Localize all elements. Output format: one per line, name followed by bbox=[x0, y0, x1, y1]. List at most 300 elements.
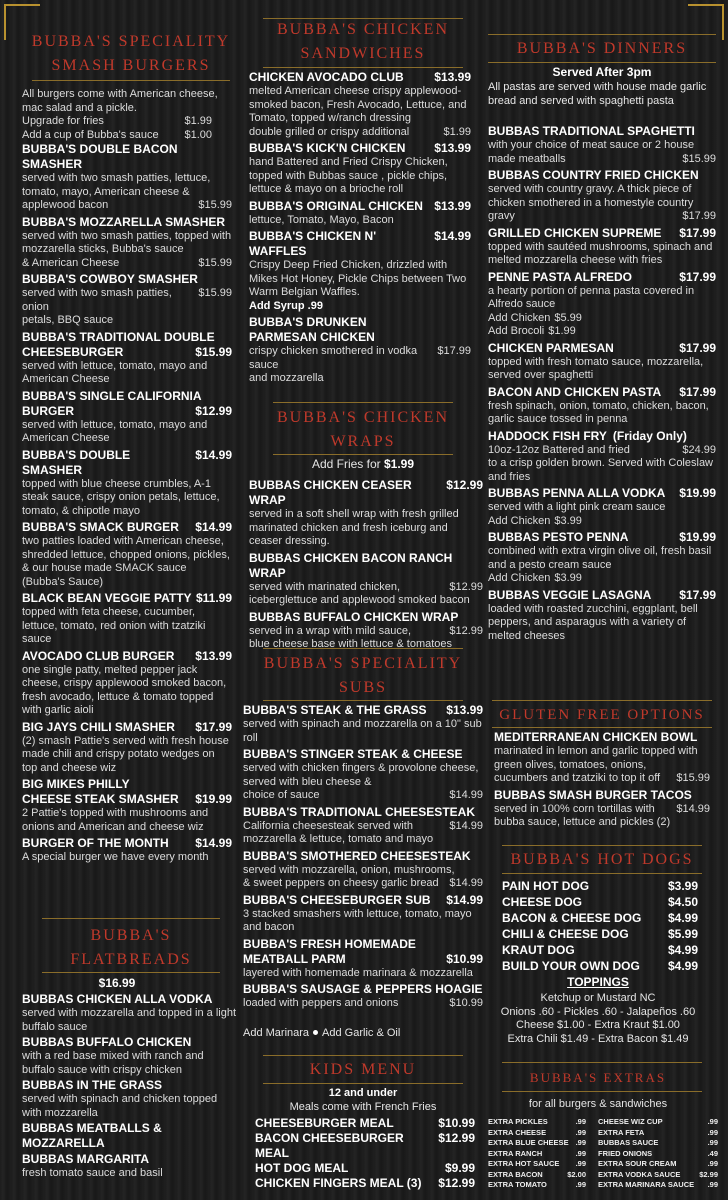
divider bbox=[42, 972, 220, 973]
item-name-text: CHICKEN PARMESAN bbox=[488, 340, 614, 355]
menu-item bbox=[22, 1152, 237, 1181]
item-name bbox=[488, 341, 716, 356]
kids-note: Meals come with French Fries bbox=[289, 1101, 437, 1113]
item-name bbox=[22, 836, 232, 851]
wraps-title bbox=[243, 406, 483, 454]
item-desc bbox=[488, 501, 716, 515]
item-name-text: BUBBAS COUNTRY FRIED CHICKEN bbox=[488, 168, 699, 182]
item-name bbox=[22, 448, 232, 478]
wraps-add-fries-price: $1.99 bbox=[384, 457, 415, 471]
item-desc bbox=[243, 877, 483, 891]
extras-left-list bbox=[488, 1117, 586, 1191]
menu-item bbox=[22, 215, 232, 271]
kids-title: KIDS MENU bbox=[309, 1061, 417, 1078]
item-name-note: (Friday Only) bbox=[612, 428, 687, 443]
item-name-text: BUBBA'S SMOTHERED CHEESESTEAK bbox=[243, 848, 471, 863]
item-name-text: BUBBAS SMASH BURGER TACOS bbox=[494, 787, 692, 802]
item-name bbox=[249, 199, 471, 214]
item-desc-text: choice of sauce bbox=[243, 789, 320, 801]
item-desc-text: marinated in lemon and garlic topped with green olives, tomatoes, onions, bbox=[494, 745, 698, 771]
item-desc-text: fresh spinach, onion, tomato, chicken, bacon, garlic sauce tossed in penna bbox=[488, 399, 709, 425]
kids-item bbox=[255, 1161, 475, 1176]
subs-list bbox=[243, 703, 483, 1013]
item-desc bbox=[22, 360, 232, 387]
item-extra bbox=[488, 515, 716, 529]
kids-item-price: $10.99 bbox=[438, 1116, 475, 1130]
item-desc-price: $14.99 bbox=[676, 802, 710, 815]
divider bbox=[502, 1091, 702, 1092]
item-name bbox=[249, 70, 471, 85]
item-desc-text: & sweet peppers on cheesy garlic bread bbox=[243, 877, 439, 889]
item-desc bbox=[22, 735, 232, 776]
item-desc-text: (2) smash Pattie's served with fresh house made chili and crispy potato wedges on top and cheese wiz bbox=[22, 734, 229, 774]
item-desc-text: combined with extra virgin olive oil, fresh basil and a pesto cream sauce bbox=[488, 545, 712, 571]
extras-item-price: .99 bbox=[575, 1127, 586, 1137]
menu-item bbox=[22, 591, 232, 647]
item-name-text: BUBBA'S SAUSAGE & PEPPERS HOAGIE bbox=[243, 982, 483, 996]
item-desc bbox=[22, 1167, 237, 1181]
hotdog-item-price: $4.50 bbox=[667, 895, 698, 909]
item-name-price: $10.99 bbox=[446, 951, 483, 966]
item-name-price: $19.99 bbox=[679, 486, 716, 500]
item-name bbox=[22, 649, 232, 664]
item-desc-text: crispy chicken smothered in vodka sauce bbox=[249, 345, 418, 371]
item-desc-text: applewood bacon bbox=[22, 199, 109, 211]
flatbreads-price: $16.99 bbox=[98, 976, 136, 990]
item-extra-price: $5.99 bbox=[554, 311, 582, 324]
item-desc bbox=[494, 816, 710, 830]
hotdog-item-text: BUILD YOUR OWN DOG bbox=[502, 959, 640, 973]
item-name bbox=[494, 788, 710, 803]
item-name-text: BUBBA'S FRESH HOMEMADE bbox=[243, 936, 416, 951]
flatbreads-title-line2: FLATBREADS bbox=[70, 951, 192, 968]
item-desc bbox=[22, 807, 232, 834]
extras-item-price: .99 bbox=[575, 1180, 586, 1189]
extras-item-price: .99 bbox=[707, 1127, 718, 1137]
menu-item bbox=[22, 330, 232, 387]
item-desc bbox=[488, 139, 716, 153]
menu-item bbox=[488, 486, 716, 528]
item-name-text: BUBBA'S DOUBLE BACON SMASHER bbox=[22, 142, 178, 171]
item-name bbox=[22, 1078, 237, 1093]
item-name bbox=[22, 792, 232, 807]
item-name-text: BUBBA'S STEAK & THE GRASS bbox=[243, 703, 427, 717]
add-sauce bbox=[22, 129, 232, 143]
gluten-list bbox=[494, 730, 710, 832]
item-desc-text: a hearty portion of penna pasta covered in Alfredo sauce bbox=[488, 284, 695, 310]
item-name bbox=[243, 937, 483, 952]
item-name bbox=[22, 1035, 237, 1050]
item-desc-text: bubba sauce, lettuce and pickles (2) bbox=[494, 816, 671, 828]
divider bbox=[263, 700, 463, 701]
item-name-text: BUBBA'S SINGLE CALIFORNIA bbox=[22, 388, 202, 403]
extras-item bbox=[488, 1117, 586, 1128]
item-desc-text: hand Battered and Fried Crispy Chicken, topped with Bubbas sauce , pickle chips, lettuce & mayo on a brioche roll bbox=[249, 156, 448, 195]
item-name-text: BUBBA'S DRUNKEN bbox=[249, 315, 367, 329]
sandwiches-title bbox=[243, 18, 483, 66]
item-desc bbox=[249, 372, 471, 386]
menu-item bbox=[249, 229, 471, 313]
item-desc bbox=[249, 625, 483, 639]
kids-item-text: CHEESEBURGER MEAL bbox=[255, 1116, 394, 1130]
item-desc-text: served with mozzarella, onion, mushrooms, bbox=[243, 863, 455, 876]
item-desc-text: petals, BBQ sauce bbox=[22, 314, 114, 326]
item-name-price: $11.99 bbox=[195, 591, 232, 605]
divider bbox=[502, 845, 702, 846]
item-desc bbox=[22, 606, 232, 647]
menu-item bbox=[243, 982, 483, 1011]
item-desc-text: mozzarella & lettuce, tomato and mayo bbox=[243, 833, 434, 845]
extras-item-name: FRIED ONIONS bbox=[598, 1148, 653, 1158]
item-name-price: $13.99 bbox=[434, 141, 471, 155]
item-desc-price: $24.99 bbox=[682, 443, 716, 456]
item-name-text: BUBBA'S CHICKEN N' WAFFLES bbox=[249, 229, 377, 258]
item-desc-price: $15.99 bbox=[198, 199, 232, 211]
item-extra-price: $1.99 bbox=[548, 325, 576, 337]
hotdog-item bbox=[502, 926, 698, 942]
hotdog-item bbox=[502, 958, 698, 974]
item-desc-text: made meatballs bbox=[488, 152, 566, 165]
item-extra-price: $1.99 bbox=[443, 125, 471, 138]
kids-list bbox=[255, 1116, 475, 1191]
menu-item bbox=[494, 788, 710, 830]
topping-line: Cheese $1.00 - Extra Kraut $1.00 bbox=[516, 1019, 680, 1031]
item-name-price: $13.99 bbox=[434, 70, 471, 84]
item-name-price: $14.99 bbox=[446, 892, 483, 907]
add-sauce-price: $1.00 bbox=[184, 128, 212, 141]
add-marinara: Add Marinara bbox=[243, 1027, 310, 1039]
extras-item-name: EXTRA CHEESE bbox=[488, 1127, 547, 1137]
item-extra-text: Add Chicken bbox=[488, 572, 551, 584]
item-name-text: HADDOCK FISH FRY bbox=[488, 428, 607, 443]
item-desc bbox=[243, 833, 483, 847]
item-desc bbox=[488, 603, 716, 644]
item-desc bbox=[488, 356, 716, 383]
menu-item bbox=[243, 805, 483, 847]
item-name-text: BUBBA'S KICK'N CHICKEN bbox=[249, 141, 406, 155]
subs-addons bbox=[243, 1027, 483, 1041]
kids-item-price: $12.99 bbox=[438, 1176, 475, 1190]
item-name bbox=[22, 720, 232, 735]
menu-item bbox=[249, 199, 471, 228]
kids-item-price: $9.99 bbox=[444, 1161, 475, 1175]
extras-item-name: EXTRA HOT SAUCE bbox=[488, 1159, 560, 1168]
item-name bbox=[243, 849, 483, 864]
menu-item bbox=[22, 836, 232, 865]
wraps-add-fries bbox=[243, 458, 483, 472]
item-name-price: $13.99 bbox=[446, 703, 483, 717]
item-desc-text: served with country gravy. A thick piece of chicken smothered in a homestyle country bbox=[488, 183, 694, 209]
extras-item-price: $2.99 bbox=[699, 1169, 718, 1179]
item-extra-text: Add Syrup .99 bbox=[249, 299, 323, 312]
item-name-text: BUBBAS BUFFALO CHICKEN WRAP bbox=[249, 609, 459, 624]
item-extra bbox=[249, 300, 471, 314]
item-name-price: $13.99 bbox=[434, 198, 471, 213]
item-desc-text: served with chicken fingers & provolone cheese, served with bleu cheese & bbox=[243, 762, 479, 788]
menu-item bbox=[488, 341, 716, 383]
item-name-text: BIG MIKES PHILLY bbox=[22, 777, 130, 791]
item-name bbox=[249, 478, 483, 508]
item-desc-price: $15.99 bbox=[198, 287, 232, 299]
item-name-price: $17.99 bbox=[679, 340, 716, 355]
flatbreads-list bbox=[22, 992, 237, 1182]
kids-sub: 12 and under bbox=[328, 1087, 398, 1099]
item-desc-text: served with marinated chicken, bbox=[249, 580, 401, 593]
item-desc-text: served with spinach and chicken topped with mozzarella bbox=[22, 1093, 218, 1119]
item-extra-price: $3.99 bbox=[554, 514, 582, 527]
item-name-text: MEATBALL PARM bbox=[243, 951, 346, 966]
hotdog-item bbox=[502, 942, 698, 958]
item-name bbox=[488, 486, 716, 501]
hotdog-item-text: KRAUT DOG bbox=[502, 943, 575, 957]
item-name bbox=[22, 215, 232, 230]
item-name bbox=[22, 1121, 237, 1151]
menu-item bbox=[488, 226, 716, 268]
item-desc-text: Crispy Deep Fried Chicken, drizzled with Mikes Hot Honey, Pickle Chips between Two Warm Belgian Waffles. bbox=[249, 259, 467, 298]
hotdog-item bbox=[502, 910, 698, 926]
item-desc-text: served with two smash patties, onion bbox=[22, 287, 172, 313]
item-desc bbox=[249, 156, 471, 197]
menu-item bbox=[494, 730, 710, 786]
hotdogs-list bbox=[502, 878, 698, 974]
item-desc bbox=[22, 287, 232, 314]
sandwiches-list bbox=[249, 70, 471, 388]
item-name-text: BUBBAS TRADITIONAL SPAGHETTI bbox=[488, 124, 695, 138]
item-desc-text: served with mozzarella and topped in a light buffalo sauce bbox=[22, 1007, 237, 1033]
menu-item bbox=[22, 142, 232, 213]
item-desc bbox=[488, 285, 716, 312]
item-desc-text: with a red base mixed with ranch and buffalo sauce with crispy chicken bbox=[22, 1050, 204, 1076]
dinners-list bbox=[488, 124, 716, 645]
menu-item bbox=[22, 520, 232, 589]
item-desc-text: served with lettuce, tomato, mayo and American Cheese bbox=[22, 359, 208, 385]
item-desc bbox=[22, 478, 232, 519]
burgers-title bbox=[22, 30, 240, 78]
wraps-title-line2: WRAPS bbox=[330, 433, 396, 450]
extras-item bbox=[598, 1128, 718, 1139]
item-name bbox=[22, 1152, 237, 1167]
item-name-price: $12.99 bbox=[195, 403, 232, 418]
dinners-note: All pastas are served with house made garlic bread and served with spaghetti pasta bbox=[488, 81, 707, 107]
extras-item bbox=[598, 1180, 718, 1191]
upgrade-fries-price: $1.99 bbox=[184, 115, 212, 127]
divider bbox=[502, 873, 702, 874]
item-desc bbox=[249, 259, 471, 300]
item-desc-text: melted American cheese crispy applewood-smoked bacon, Fresh Avocado, Lettuce, and Tomato, topped w/ranch dressing bbox=[249, 85, 467, 124]
extras-item-price: .99 bbox=[707, 1159, 718, 1168]
menu-item bbox=[243, 703, 483, 745]
item-name-text: BUBBA'S ORIGINAL CHICKEN bbox=[249, 198, 423, 213]
item-name bbox=[488, 385, 716, 400]
extras-item bbox=[488, 1180, 586, 1191]
item-name-text: BUBBAS IN THE GRASS bbox=[22, 1078, 163, 1092]
extras-item bbox=[488, 1170, 586, 1181]
item-desc-price: $15.99 bbox=[198, 256, 232, 269]
subs-title-line1: BUBBA'S SPECIALITY bbox=[263, 655, 463, 672]
menu-item bbox=[22, 272, 232, 328]
item-desc-price: $15.99 bbox=[682, 152, 716, 165]
item-desc-text: fresh tomato sauce and basil bbox=[22, 1167, 163, 1179]
topping-line: Extra Chili $1.49 - Extra Bacon $1.49 bbox=[507, 1032, 689, 1045]
divider bbox=[273, 402, 453, 403]
item-name-text: BUBBA'S TRADITIONAL CHEESESTEAK bbox=[243, 804, 475, 819]
item-desc-price: $12.99 bbox=[449, 580, 483, 593]
item-desc-text: two patties loaded with American cheese, shredded lettuce, chopped onions, pickles, & our house made SMACK sauce (Bubba's Sauce) bbox=[22, 535, 230, 588]
item-desc-text: to a crisp golden brown. Served with Coleslaw and fries bbox=[488, 457, 714, 483]
extras-item-name: EXTRA SOUR CREAM bbox=[598, 1159, 677, 1168]
kids-item-text: HOT DOG MEAL bbox=[255, 1161, 349, 1175]
item-desc bbox=[22, 1050, 237, 1077]
item-name-text: BLACK BEAN VEGGIE PATTY bbox=[22, 591, 192, 605]
item-desc bbox=[488, 457, 716, 484]
item-name-text: CHEESEBURGER bbox=[22, 344, 124, 359]
menu-item bbox=[22, 1035, 237, 1077]
item-desc-price: $17.99 bbox=[437, 345, 471, 357]
item-desc bbox=[243, 967, 483, 981]
item-extra bbox=[488, 312, 716, 326]
menu-item bbox=[249, 610, 483, 652]
item-desc-text: loaded with peppers and onions bbox=[243, 997, 399, 1009]
wraps-title-line1: BUBBA'S CHICKEN bbox=[276, 409, 449, 426]
item-desc-text: topped with fresh tomato sauce, mozzarella, served over spaghetti bbox=[488, 355, 704, 381]
item-desc-text: 2 Pattie's topped with mushrooms and onions and American and cheese wiz bbox=[22, 807, 209, 833]
item-name bbox=[22, 142, 232, 172]
menu-item bbox=[243, 937, 483, 981]
item-desc-text: with your choice of meat sauce or 2 house bbox=[488, 139, 695, 151]
item-name-price: $14.99 bbox=[195, 836, 232, 850]
item-name bbox=[22, 389, 232, 404]
item-name bbox=[243, 805, 483, 820]
item-desc bbox=[488, 400, 716, 427]
hotdog-item-text: CHEESE DOG bbox=[502, 895, 583, 909]
add-garlic: Add Garlic & Oil bbox=[322, 1027, 401, 1039]
item-name-price: $15.99 bbox=[195, 344, 232, 359]
item-desc-text: layered with homemade marinara & mozzarella bbox=[243, 966, 473, 979]
item-name bbox=[22, 345, 232, 360]
extras-item bbox=[598, 1138, 718, 1149]
item-name bbox=[22, 330, 232, 345]
hotdog-item-price: $5.99 bbox=[667, 927, 698, 941]
extras-item-price: .99 bbox=[707, 1117, 718, 1126]
item-desc bbox=[22, 1007, 237, 1034]
divider bbox=[492, 727, 712, 728]
hotdogs-title: BUBBA'S HOT DOGS bbox=[510, 851, 694, 868]
extras-item-price: .49 bbox=[707, 1148, 718, 1158]
item-extra bbox=[488, 325, 716, 339]
item-desc-text: lettuce, Tomato, Mayo, Bacon bbox=[249, 213, 394, 226]
item-name bbox=[488, 588, 716, 603]
menu-item bbox=[22, 992, 237, 1034]
item-desc-text: served with two smash patties, lettuce, tomato, mayo, American cheese & bbox=[22, 172, 211, 198]
item-extra-text: Add Chicken bbox=[488, 311, 551, 324]
item-desc-text: served with a light pink cream sauce bbox=[488, 501, 666, 513]
item-name-text: BUBBAS VEGGIE LASAGNA bbox=[488, 587, 652, 602]
menu-item bbox=[488, 168, 716, 224]
sandwiches-title-line1: BUBBA'S CHICKEN bbox=[276, 21, 449, 38]
kids-item-price: $12.99 bbox=[438, 1131, 475, 1145]
extras-item-price: $2.00 bbox=[567, 1169, 586, 1179]
menu-item bbox=[488, 124, 716, 166]
extras-item-name: CHEESE WIZ CUP bbox=[598, 1117, 663, 1126]
item-name-text: BUBBA'S TRADITIONAL DOUBLE bbox=[22, 329, 215, 344]
item-desc bbox=[249, 638, 483, 652]
item-name-text: BUBBA'S SMACK BURGER bbox=[22, 520, 179, 534]
item-desc bbox=[243, 997, 483, 1011]
menu-item bbox=[249, 478, 483, 549]
item-desc-text: 3 stacked smashers with lettuce, tomato, mayo and bacon bbox=[243, 907, 472, 933]
burgers-intro bbox=[22, 88, 232, 115]
menu-item bbox=[488, 429, 716, 485]
menu-item bbox=[22, 448, 232, 519]
item-name bbox=[488, 124, 716, 139]
extras-item-price: .99 bbox=[575, 1148, 586, 1158]
item-name-text: BUBBA'S DOUBLE SMASHER bbox=[22, 447, 131, 477]
item-desc bbox=[249, 214, 471, 228]
item-extra bbox=[488, 572, 716, 586]
item-desc bbox=[243, 820, 483, 834]
extras-item-name: EXTRA VODKA SAUCE bbox=[598, 1169, 681, 1179]
menu-item bbox=[249, 70, 471, 139]
item-name-text: BUBBAS MEATBALLS & MOZZARELLA bbox=[22, 1121, 162, 1150]
item-name bbox=[22, 404, 232, 419]
item-name bbox=[488, 429, 716, 444]
item-desc bbox=[22, 664, 232, 718]
menu-item bbox=[249, 141, 471, 197]
item-desc bbox=[22, 851, 232, 865]
extras-item bbox=[598, 1117, 718, 1128]
extras-item-name: EXTRA MARINARA SAUCE bbox=[598, 1180, 695, 1189]
hotdog-item-text: CHILI & CHEESE DOG bbox=[502, 927, 629, 941]
item-desc-text: iceberglettuce and applewood smoked bacon bbox=[249, 594, 470, 606]
menu-item bbox=[22, 1121, 237, 1151]
item-desc bbox=[22, 1093, 237, 1120]
item-desc bbox=[488, 241, 716, 268]
divider bbox=[492, 700, 712, 701]
divider bbox=[273, 454, 453, 455]
item-desc bbox=[494, 745, 710, 772]
item-name bbox=[22, 992, 237, 1007]
item-desc-text: A special burger we have every month bbox=[22, 851, 209, 863]
item-desc-text: served in a soft shell wrap with fresh grilled marinated chicken and fresh iceburg and ceaser dressing. bbox=[249, 508, 459, 547]
item-desc bbox=[494, 772, 710, 786]
item-desc bbox=[249, 581, 483, 595]
item-name bbox=[243, 703, 483, 718]
item-desc-text: & American Cheese bbox=[22, 256, 120, 269]
item-desc-text: topped with sautéed mushrooms, spinach and melted mozzarella cheese with fries bbox=[488, 240, 713, 266]
item-name-text: CHEESE STEAK SMASHER bbox=[22, 792, 179, 806]
extras-item bbox=[488, 1138, 586, 1149]
menu-item bbox=[488, 530, 716, 586]
extras-item-name: BUBBAS SAUCE bbox=[598, 1138, 659, 1147]
burgers-intro-text: All burgers come with American cheese, mac salad and a pickle. bbox=[22, 88, 218, 114]
item-desc bbox=[488, 210, 716, 224]
item-name-price: $17.99 bbox=[679, 225, 716, 240]
divider bbox=[488, 34, 716, 35]
item-desc bbox=[249, 594, 483, 608]
gluten-title: GLUTEN FREE OPTIONS bbox=[499, 707, 705, 723]
burgers-title-line1: BUBBA'S SPECIALITY bbox=[31, 33, 231, 50]
hotdog-item-price: $3.99 bbox=[667, 879, 698, 893]
item-extra bbox=[249, 126, 471, 140]
item-desc-price: $17.99 bbox=[682, 210, 716, 222]
item-name-price: $13.99 bbox=[195, 648, 232, 663]
item-name-text: BUBBAS BUFFALO CHICKEN bbox=[22, 1035, 192, 1049]
item-name bbox=[243, 982, 483, 997]
burgers-title-line2: SMASH BURGERS bbox=[51, 57, 211, 74]
item-name-text: PARMESAN CHICKEN bbox=[249, 330, 375, 344]
extras-item-name: EXTRA BLUE CHEESE bbox=[488, 1138, 569, 1147]
extras-item-price: .99 bbox=[707, 1138, 718, 1147]
